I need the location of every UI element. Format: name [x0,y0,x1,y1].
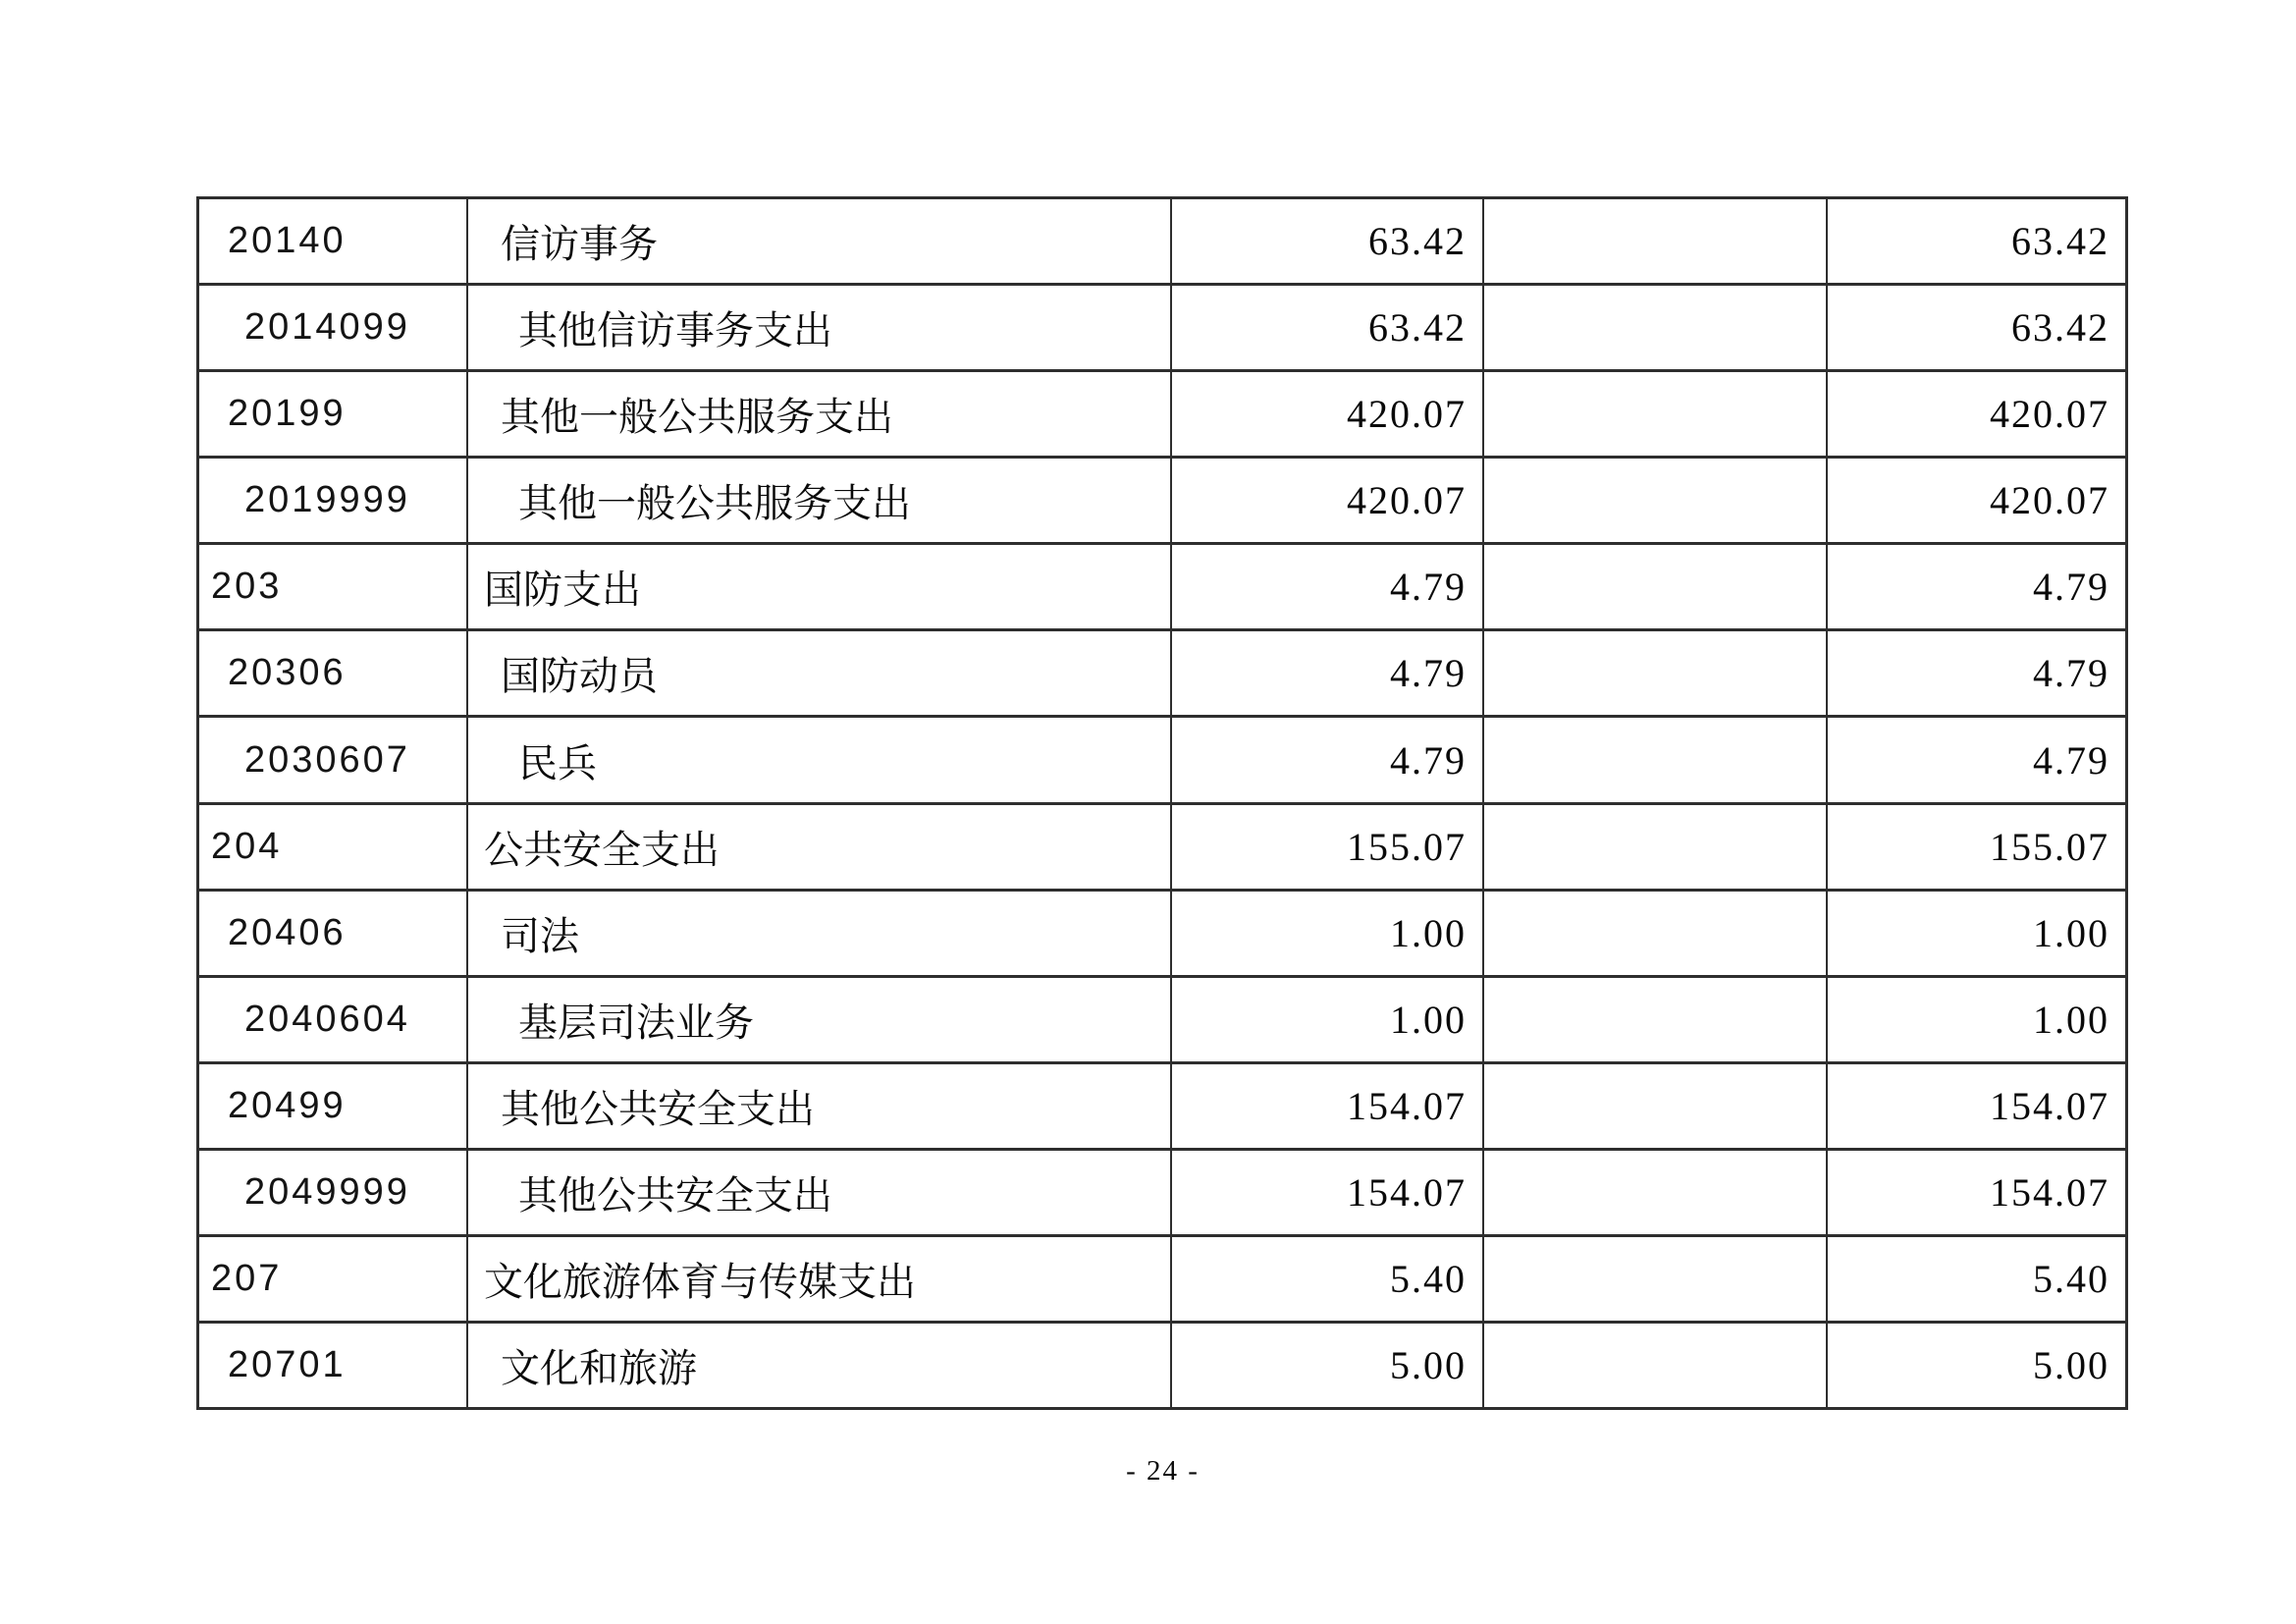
row-code: 20199 [199,372,468,456]
row-amount-total: 155.07 [1990,824,2109,869]
row-description: 国防支出 [468,545,1172,628]
row-code: 20306 [199,631,468,715]
table-row [199,199,2125,286]
row-amount-budget: 155.07 [1172,805,1484,889]
row-empty-cell [1484,1237,1828,1321]
row-description: 其他公共安全支出 [468,1151,1172,1234]
row-amount-budget: 4.79 [1172,631,1484,715]
row-empty-cell [1484,199,1828,283]
table-row [199,545,2125,631]
row-empty-cell [1484,372,1828,456]
budget-table [196,196,2128,1410]
row-empty-cell [1484,1064,1828,1148]
row-empty-cell [1484,805,1828,889]
row-code: 2040604 [199,978,468,1061]
row-empty-cell [1484,892,1828,975]
row-amount-total: 4.79 [2033,651,2109,696]
row-code: 20499 [199,1064,468,1148]
row-description: 民兵 [468,718,1172,801]
row-amount-total: 4.79 [2033,565,2109,610]
row-amount-total: 1.00 [2033,910,2109,955]
row-code: 20701 [199,1324,468,1407]
row-empty-cell [1484,1151,1828,1234]
row-amount-total: 5.40 [2033,1256,2109,1301]
row-amount-budget: 420.07 [1172,372,1484,456]
row-amount-budget: 154.07 [1172,1064,1484,1148]
row-amount-total: 420.07 [1990,478,2109,523]
row-description: 文化旅游体育与传媒支出 [468,1237,1172,1321]
row-code: 2030607 [199,718,468,801]
row-empty-cell [1484,978,1828,1061]
table-row [199,1324,2125,1407]
row-code: 20140 [199,199,468,283]
row-amount-budget: 63.42 [1172,286,1484,369]
table-row [199,978,2125,1064]
table-row [199,1064,2125,1151]
row-description: 其他信访事务支出 [468,286,1172,369]
row-amount-budget: 4.79 [1172,718,1484,801]
row-amount-total: 4.79 [2033,737,2109,783]
row-description: 其他一般公共服务支出 [468,459,1172,542]
row-amount-budget: 1.00 [1172,892,1484,975]
row-amount-total: 420.07 [1990,392,2109,437]
table-row [199,1237,2125,1324]
row-amount-total: 1.00 [2033,997,2109,1042]
table-row [199,459,2125,545]
table-row [199,805,2125,892]
row-code: 20406 [199,892,468,975]
row-code: 2019999 [199,459,468,542]
row-amount-budget: 154.07 [1172,1151,1484,1234]
table-row [199,892,2125,978]
table-row [199,1151,2125,1237]
row-description: 文化和旅游 [468,1324,1172,1407]
table-row [199,372,2125,459]
row-amount-budget: 420.07 [1172,459,1484,542]
row-description: 国防动员 [468,631,1172,715]
row-amount-budget: 63.42 [1172,199,1484,283]
row-description: 基层司法业务 [468,978,1172,1061]
row-amount-budget: 5.00 [1172,1324,1484,1407]
row-amount-total: 63.42 [2011,305,2109,351]
row-description: 信访事务 [468,199,1172,283]
row-empty-cell [1484,286,1828,369]
row-amount-total: 5.00 [2033,1343,2109,1388]
row-empty-cell [1484,631,1828,715]
row-description: 公共安全支出 [468,805,1172,889]
row-code: 203 [199,545,468,628]
row-description: 其他一般公共服务支出 [468,372,1172,456]
row-amount-total: 154.07 [1990,1169,2109,1215]
row-empty-cell [1484,718,1828,801]
row-code: 204 [199,805,468,889]
row-description: 其他公共安全支出 [468,1064,1172,1148]
row-code: 2014099 [199,286,468,369]
table-row [199,286,2125,372]
row-amount-budget: 1.00 [1172,978,1484,1061]
row-amount-budget: 5.40 [1172,1237,1484,1321]
table-row [199,718,2125,804]
row-description: 司法 [468,892,1172,975]
row-amount-total: 63.42 [2011,219,2109,264]
row-amount-budget: 4.79 [1172,545,1484,628]
row-empty-cell [1484,1324,1828,1407]
table-row [199,631,2125,718]
page-number: - 24 - [1126,1455,1200,1487]
row-empty-cell [1484,459,1828,542]
row-amount-total: 154.07 [1990,1083,2109,1128]
row-code: 207 [199,1237,468,1321]
row-code: 2049999 [199,1151,468,1234]
row-empty-cell [1484,545,1828,628]
